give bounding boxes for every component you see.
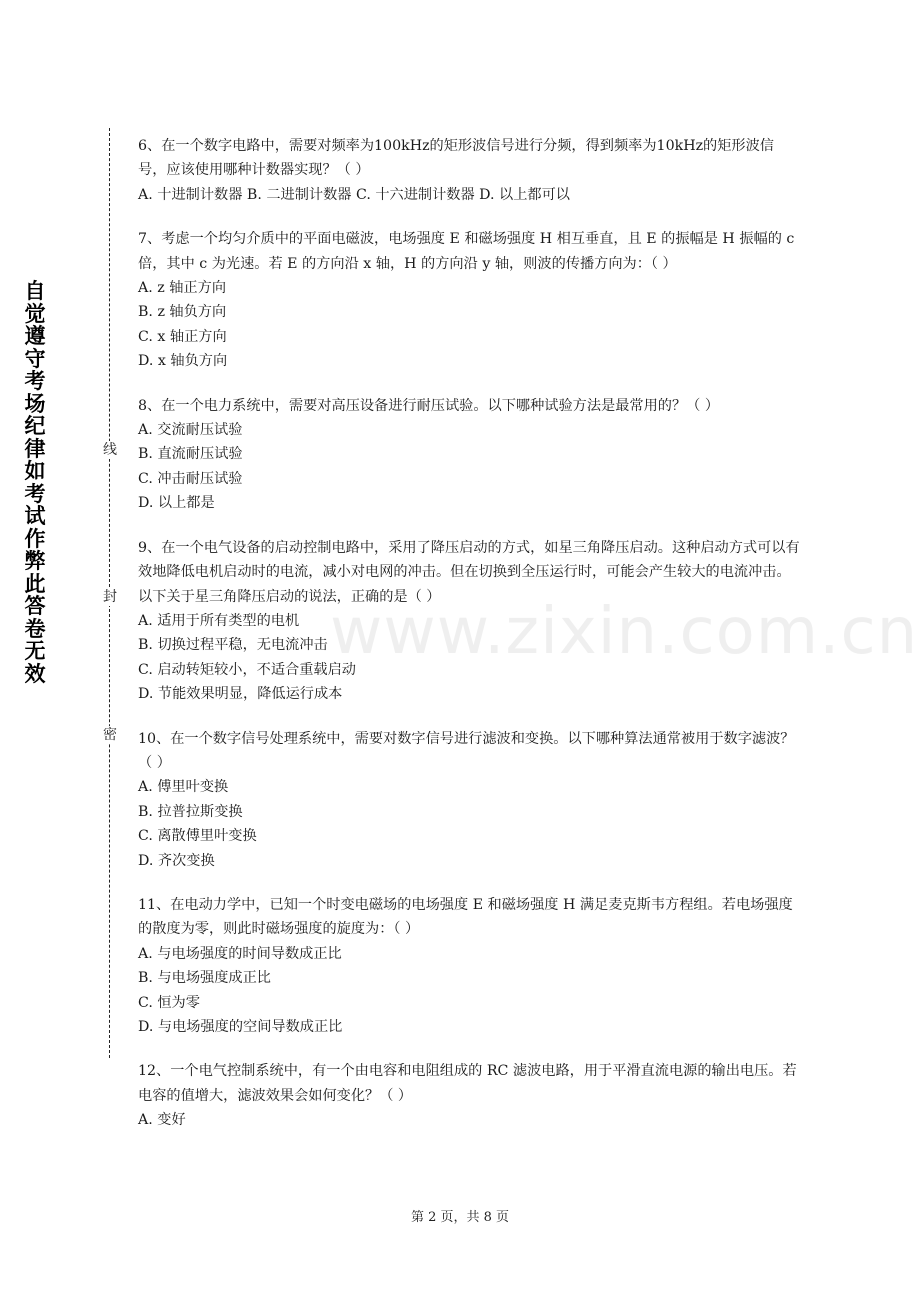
option-a: A. 适用于所有类型的电机 xyxy=(138,612,300,629)
binding-mark-seal: 封 xyxy=(100,588,120,606)
option-d: D. x 轴负方向 xyxy=(138,353,228,370)
option-c: C. 离散傅里叶变换 xyxy=(138,828,257,845)
option-a: A. z 轴正方向 xyxy=(138,280,227,297)
option-a: A. 傅里叶变换 xyxy=(138,779,229,796)
question-stem: 11、在电动力学中，已知一个时变电磁场的电场强度 E 和磁场强度 H 满足麦克斯韦方程组。若电场强度的散度为零，则此时磁场强度的旋度为：（ ） xyxy=(138,896,793,938)
option-d: D. 节能效果明显，降低运行成本 xyxy=(138,686,343,703)
option-a: A. 交流耐压试验 xyxy=(138,422,243,439)
binding-mark-line: 线 xyxy=(100,441,120,459)
option-c: C. x 轴正方向 xyxy=(138,328,227,345)
option-b: B. 与电场强度成正比 xyxy=(138,970,271,987)
question-stem: 10、在一个数字信号处理系统中，需要对数字信号进行滤波和变换。以下哪种算法通常被用于数字滤波？（ ） xyxy=(138,730,795,771)
question-7 xyxy=(138,227,800,373)
option-c: C. 启动转矩较小，不适合重载启动 xyxy=(138,661,356,678)
question-8 xyxy=(138,394,800,516)
question-stem: 7、考虑一个均匀介质中的平面电磁波，电场强度 E 和磁场强度 H 相互垂直，且 E 的振幅是 H 振幅的 c 倍，其中 c 为光速。若 E 的方向沿 x 轴，H 的方向沿 y 轴，则波的传播方向为：（ ） xyxy=(138,231,795,272)
question-10 xyxy=(138,727,800,873)
question-11 xyxy=(138,893,800,1039)
exam-discipline-note: 自觉遵守考场纪律如考试作弊此答卷无效 xyxy=(24,279,46,686)
question-12 xyxy=(138,1059,800,1132)
question-6 xyxy=(138,134,800,207)
question-stem: 8、在一个电力系统中，需要对高压设备进行耐压试验。以下哪种试验方法是最常用的？（ ） xyxy=(138,397,720,414)
question-stem: 12、一个电气控制系统中，有一个由电容和电阻组成的 RC 滤波电路，用于平滑直流电源的输出电压。若电容的值增大，滤波效果会如何变化？（ ） xyxy=(138,1063,797,1104)
option-b: B. 切换过程平稳，无电流冲击 xyxy=(138,637,328,654)
option-c: C. 冲击耐压试验 xyxy=(138,470,243,487)
question-9 xyxy=(138,536,800,707)
option-a: A. 变好 xyxy=(138,1112,186,1129)
question-stem: 9、在一个电气设备的启动控制电路中，采用了降压启动的方式，如星三角降压启动。这种启动方式可以有效地降低电机启动时的电流，减小对电网的冲击。但在切换到全压运行时，可能会产生较大的电流冲击。以下关于星三角降压启动的说法，正确的是（ ） xyxy=(138,539,800,605)
option-b: B. z 轴负方向 xyxy=(138,304,227,321)
option-d: D. 与电场强度的空间导数成正比 xyxy=(138,1019,343,1035)
question-stem: 6、在一个数字电路中，需要对频率为100kHz的矩形波信号进行分频，得到频率为10kHz的矩形波信号，应该使用哪种计数器实现？（ ） xyxy=(138,138,774,179)
question-options: A. 十进制计数器 B. 二进制计数器 C. 十六进制计数器 D. 以上都可以 xyxy=(138,186,570,203)
page-footer: 第 2 页，共 8 页 xyxy=(410,1210,510,1225)
binding-mark-secret: 密 xyxy=(100,726,120,744)
option-d: D. 齐次变换 xyxy=(138,852,215,869)
option-d: D. 以上都是 xyxy=(138,495,215,512)
watermark: www.zixin.com.cn xyxy=(330,595,919,669)
question-list xyxy=(138,134,800,1153)
option-b: B. 拉普拉斯变换 xyxy=(138,803,243,820)
option-a: A. 与电场强度的时间导数成正比 xyxy=(138,945,342,962)
option-c: C. 恒为零 xyxy=(138,994,200,1011)
option-b: B. 直流耐压试验 xyxy=(138,446,243,463)
